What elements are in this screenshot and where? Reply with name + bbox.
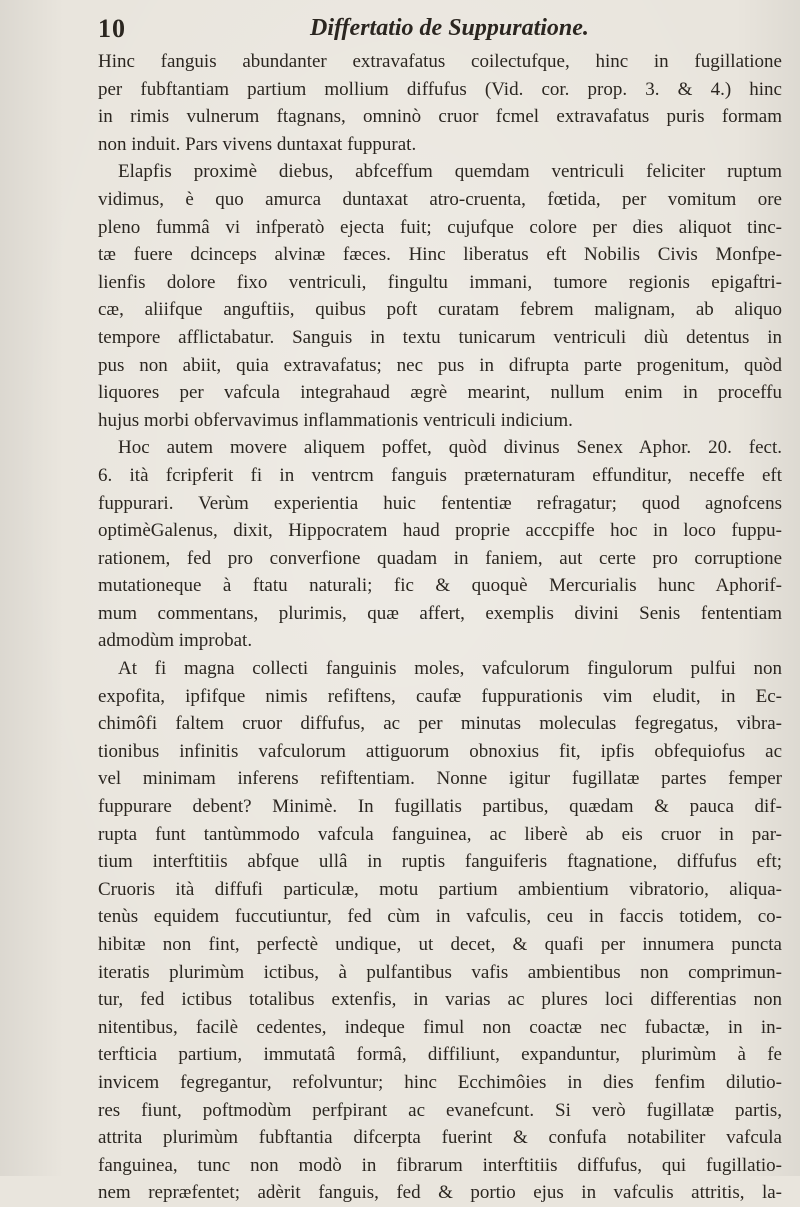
text-line: 6. ità fcripferit fi in ventrcm fanguis præternaturam effunditur, neceffe eft (98, 464, 782, 486)
text-line: vidimus, è quo amurca duntaxat atro-cruenta, fœtida, per vomitum ore (98, 188, 782, 210)
text-line: fuppurare debent? Minimè. In fugillatis partibus, quædam & pauca dif- (98, 796, 782, 818)
text-line: hibitæ non fint, perfectè undique, ut decet, & quafi per innumera puncta (98, 934, 782, 955)
text-line: hujus morbi obfervavimus inflammationis ventriculi indicium. (98, 409, 573, 431)
text-line: res fiunt, poftmodùm perfpirant ac evanefcunt. Si verò fugillatæ partis, (98, 1099, 782, 1121)
text-line: mutationeque à ftatu naturali; fic & quoquè Mercurialis hunc Aphorif- (98, 575, 782, 597)
text-line: attrita plurimùm fubftantia difcerpta fuerint & confufa notabiliter vafcula (98, 1127, 782, 1149)
text-line: Hoc autem movere aliquem poffet, quòd divinus Senex Aphor. 20. fect. (118, 437, 782, 459)
text-line: iteratis plurimùm ictibus, à pulfantibus vafis ambientibus non comprimun- (98, 961, 782, 983)
text-line: tempore afflictabatur. Sanguis in textu tunicarum ventriculi diù detentus in (98, 326, 782, 348)
text-line: vel minimam inferens refiftentiam. Nonne igitur fugillatæ partes femper (98, 768, 782, 790)
text-line: nitentibus, facilè cedentes, indeque fimul non coactæ nec fubactæ, in in- (98, 1016, 782, 1038)
text-line: tium interftitiis abfque ullâ in ruptis fanguiferis ftagnatione, diffufus eft; (98, 851, 782, 873)
text-line: tæ fuere dcinceps alvinæ fæces. Hinc liberatus eft Nobilis Civis Monfpe- (98, 244, 782, 266)
text-line: admodùm improbat. (98, 630, 253, 652)
text-line: tionibus infinitis vafculorum attiguorum obnoxius fit, ipfis obfequiofus ac (98, 740, 782, 762)
text-line: terfticia partium, immutatâ formâ, diffiliunt, expanduntur, plurimùm à fe (98, 1044, 782, 1066)
text-line: rupta funt tantùmmodo vafcula fanguinea, ac liberè ab eis cruor in par- (98, 823, 782, 845)
text-line: tenùs equidem fuccutiuntur, fed cùm in vafculis, ceu in faccis totidem, co- (98, 906, 782, 928)
text-line: liquores per vafcula integrahaud ægrè mearint, nullum enim in proceffu (98, 382, 782, 404)
text-line: in rimis vulnerum ftagnans, omninò cruor fcmel extravafatus puris formam (98, 106, 782, 128)
text-line: optimèGalenus, dixit, Hippocratem haud proprie acccpiffe hoc in loco fuppu- (98, 520, 782, 542)
body-text (98, 48, 782, 1207)
running-title: Differtatio de Suppuratione. (310, 15, 589, 41)
text-line: invicem fegregantur, refolvuntur; hinc Ecchimôies in dies fenfim dilutio- (98, 1071, 782, 1093)
text-line: tur, fed ictibus totalibus extenfis, in varias ac plures loci differentias non (98, 989, 782, 1011)
text-line: expofita, ipfifque nimis refiftens, caufæ fuppurationis vim eludit, in Ec- (98, 685, 782, 707)
text-line: Hinc fanguis abundanter extravafatus coilectufque, hinc in fugillatione (98, 51, 782, 72)
text-line: Cruoris ità diffufi particulæ, motu partium ambientium vibratorio, aliqua- (98, 878, 782, 900)
text-line: mum commentans, plurimis, quæ affert, exemplis divini Senis fententiam (98, 602, 782, 624)
text-line: Elapfis proximè diebus, abfceffum quemdam ventriculi feliciter ruptum (118, 161, 782, 183)
text-line: pus non abiit, quia extravafatus; nec pus in difrupta parte progenitum, quòd (98, 354, 782, 376)
text-line: nem repræfentet; adèrit fanguis, fed & portio ejus in vafculis attritis, la- (98, 1182, 782, 1204)
text-line: At fi magna collecti fanguinis moles, vafculorum fingulorum pulfui non (118, 658, 782, 680)
text-line: fuppurari. Verùm experientia huic fententiæ refragatur; quod agnofcens (98, 492, 782, 514)
text-line: cæ, aliifque anguftiis, quibus poft curatam febrem malignam, ab aliquo (98, 299, 782, 321)
text-line: lienfis dolore fixo ventriculi, fingultu immani, tumore regionis epigaftri- (98, 271, 782, 293)
text-line: fanguinea, tunc non modò in fibrarum interftitiis diffufus, qui fugillatio- (98, 1154, 782, 1176)
text-line: pleno fummâ vi infperatò ejecta fuit; cujufque colore per dies aliquot tinc- (98, 216, 782, 238)
text-line: non induit. Pars vivens duntaxat fuppurat. (98, 133, 417, 155)
page-number: 10 (98, 14, 126, 43)
text-line: chimôfi faltem cruor diffufus, ac per minutas moleculas fegregatus, vibra- (98, 713, 782, 735)
text-line: rationem, fed pro converfione quadam in faniem, aut certe pro corruptione (98, 547, 782, 569)
text-line: per fubftantiam partium mollium diffufus (Vid. cor. prop. 3. & 4.) hinc (98, 78, 782, 100)
